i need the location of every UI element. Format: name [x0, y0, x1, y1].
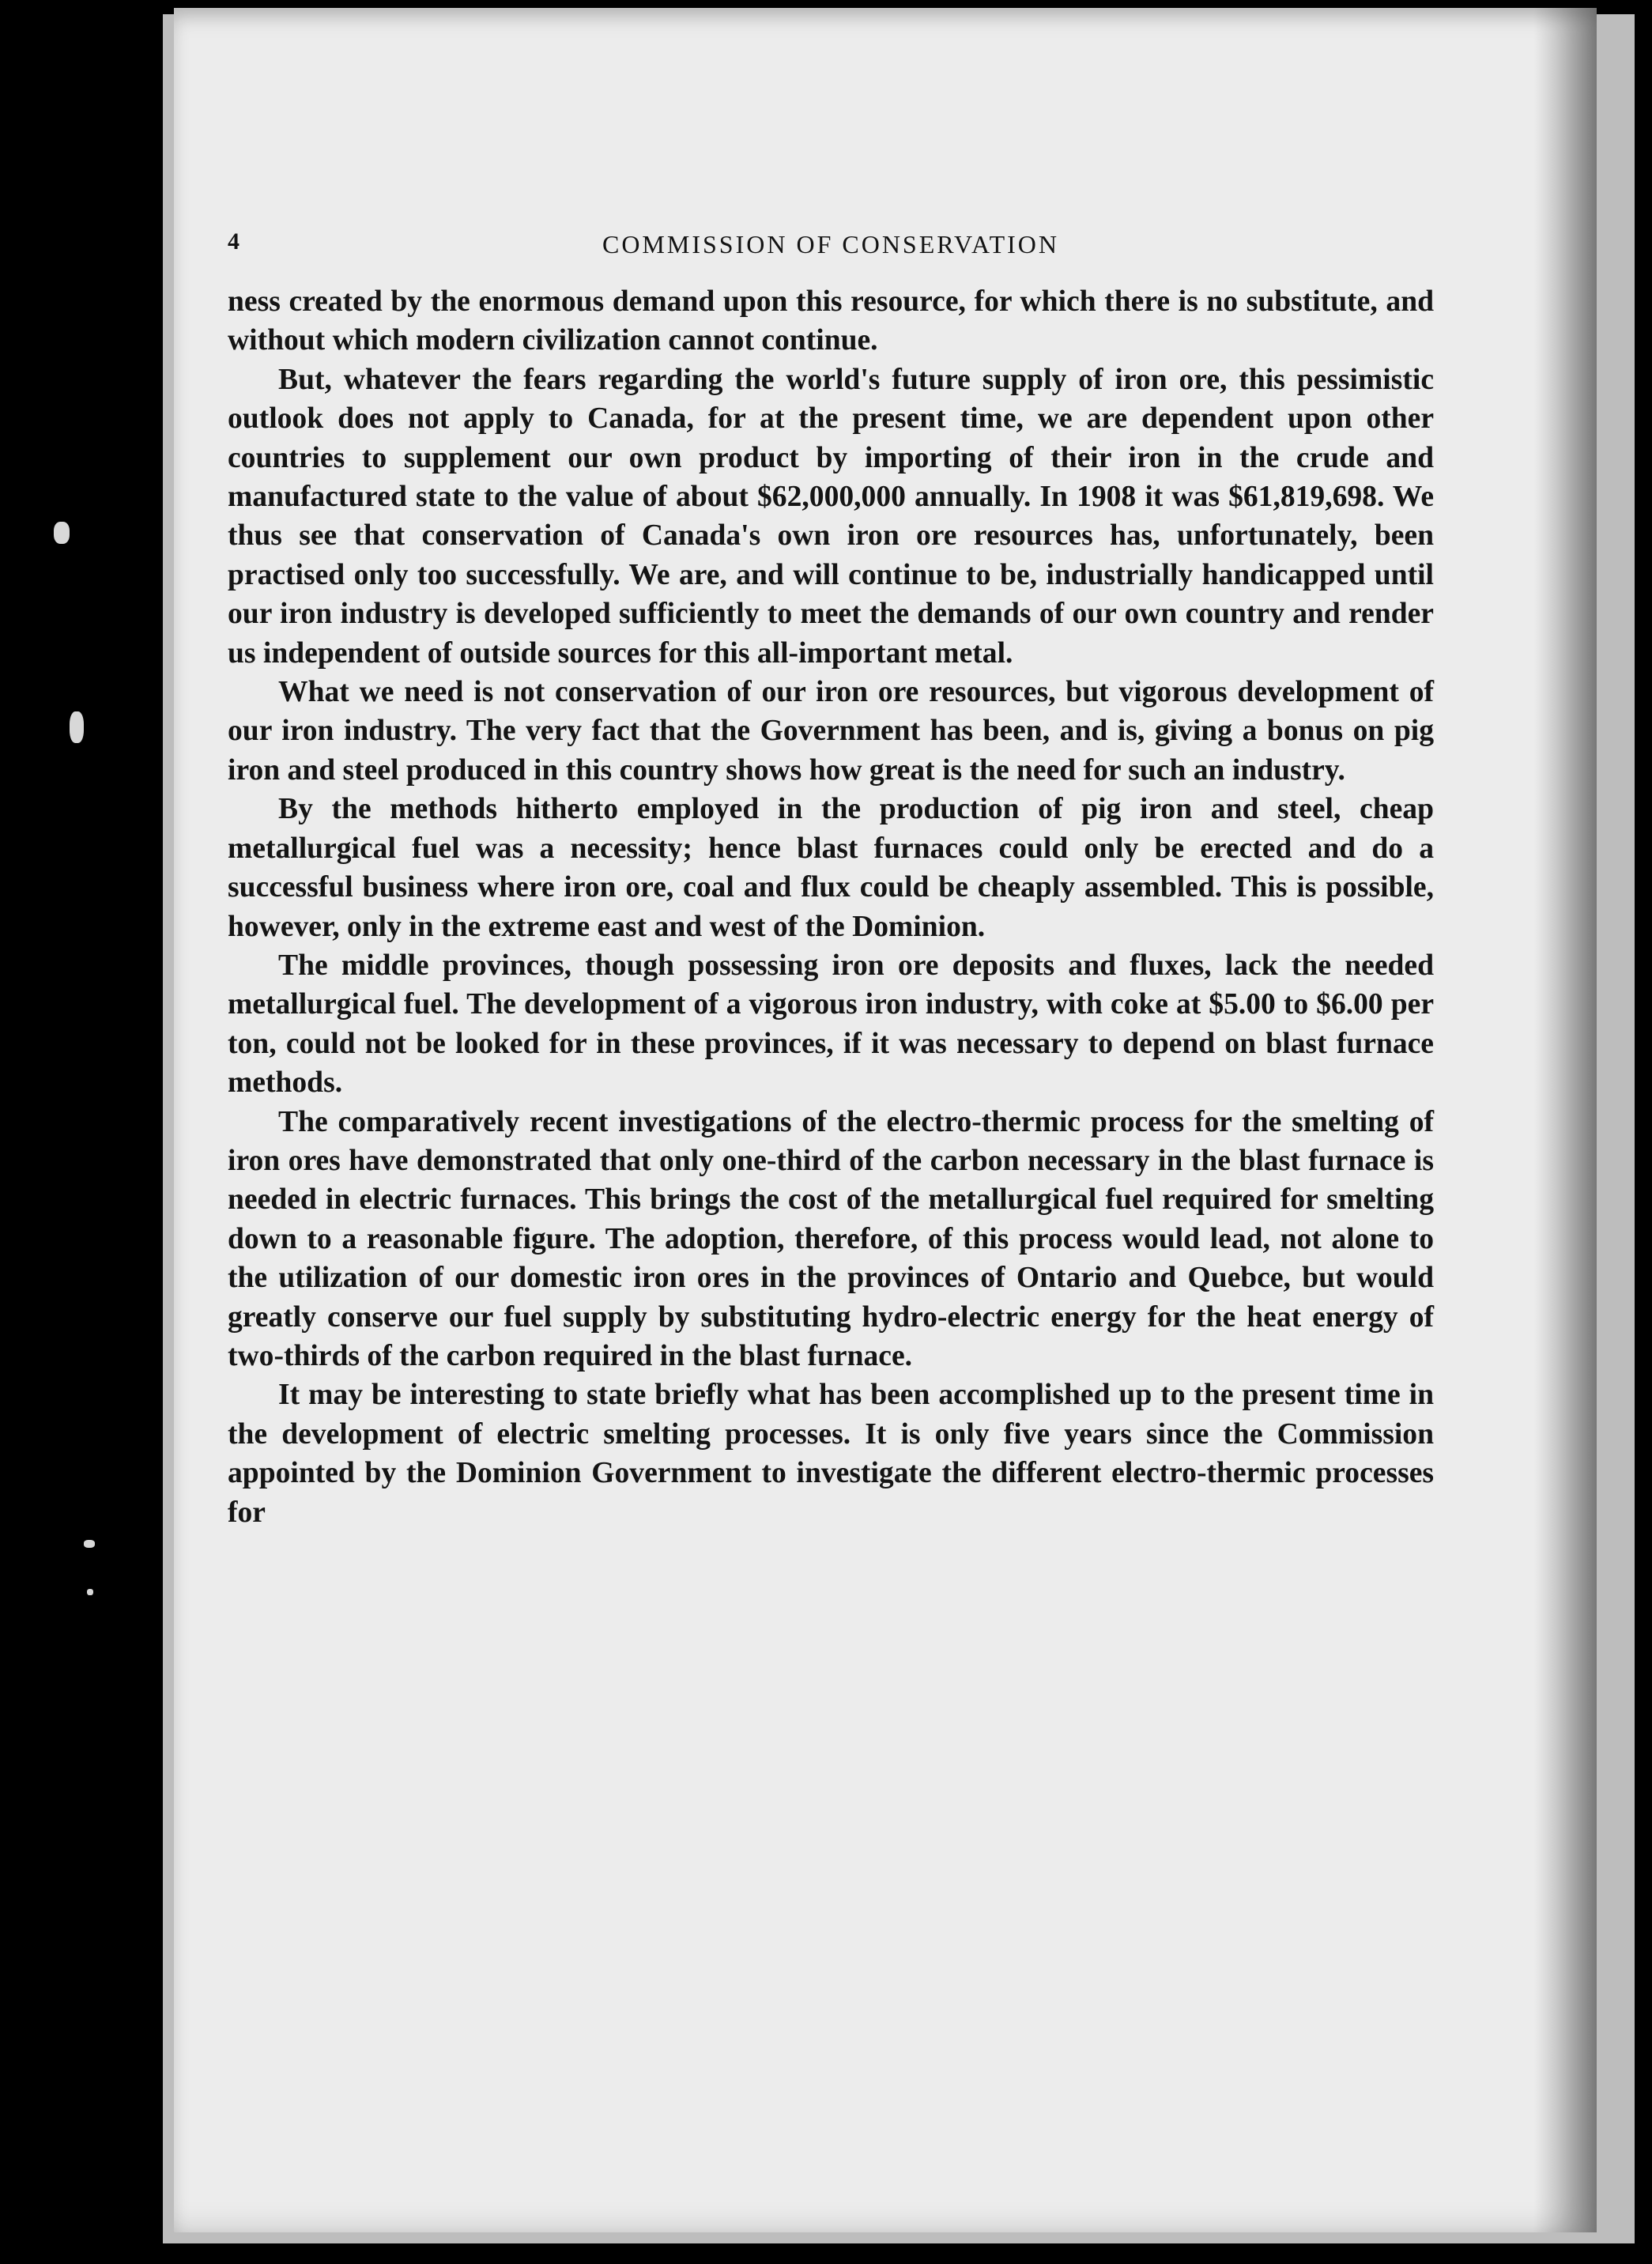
paragraph: By the methods hitherto employed in the production of pig iron and steel, cheap metallurgical fuel was a necessity; hence blast furnaces could only be erected and do a successful business where iron ore, coal and flux could be cheaply assembled. This is possible, however, only in the extreme east and west of the Dominion.: [228, 793, 1434, 943]
margin-speck: [87, 1589, 93, 1595]
paragraph: It may be interesting to state briefly what has been accomplished up to the present time in the development of electric smelting processes. It is only five years since the Commission appointed by the Dominion Government to investigate the different electro-thermic processes for: [228, 1379, 1434, 1529]
margin-specks: [32, 0, 126, 2264]
running-header: [228, 225, 1434, 273]
margin-speck: [54, 522, 70, 544]
paragraph: The comparatively recent investigations of the electro-thermic process for the smelting of iron ores have demonstrated that only one-third of the carbon necessary in the blast furnace is needed in electric furnaces. This brings the cost of the metallurgical fuel required for smelting down to a reasonable figure. The adoption, therefore, of this process would lead, not alone to the utilization of our domestic iron ores in the provinces of Ontario and Quebce, but would greatly conserve our fuel supply by substituting hydro-electric energy for the heat energy of two-thirds of the carbon required in the blast furnace.: [228, 1105, 1434, 1372]
page-content: [228, 225, 1434, 1964]
margin-speck: [84, 1540, 95, 1548]
margin-speck: [70, 711, 84, 743]
paragraph: What we need is not conservation of our iron ore resources, but vigorous development of our iron industry. The very fact that the Government has been, and is, giving a bonus on pig iron and steel produced in this country shows how great is the need for such an industry.: [228, 676, 1434, 787]
paragraph: The middle provinces, though possessing iron ore deposits and fluxes, lack the needed metallurgical fuel. The development of a vigorous iron industry, with coke at $5.00 to $6.00 per ton, could not be looked for in these provinces, if it was necessary to depend on blast furnace methods.: [228, 949, 1434, 1100]
paragraph: But, whatever the fears regarding the world's future supply of iron ore, this pessimistic outlook does not apply to Canada, for at the present time, we are dependent upon other countries to supplement our own product by importing of their iron in the crude and manufactured state to the value of about $62,000,000 annually. In 1908 it was $61,819,698. We thus see that conservation of Canada's own iron ore resources has, unfortunately, been practised only too successfully. We are, and will continue to be, industrially handicapped until our iron industry is developed sufficiently to meet the demands of our own country and render us independent of outside sources for this all-important metal.: [228, 363, 1434, 670]
paragraph-continued: ness created by the enormous demand upon this resource, for which there is no substitute, and without which modern civilization cannot continue.: [228, 285, 1434, 357]
spine-shadow: [1533, 8, 1597, 2232]
page-number: 4: [228, 228, 240, 255]
running-title: COMMISSION OF CONSERVATION: [602, 230, 1060, 258]
